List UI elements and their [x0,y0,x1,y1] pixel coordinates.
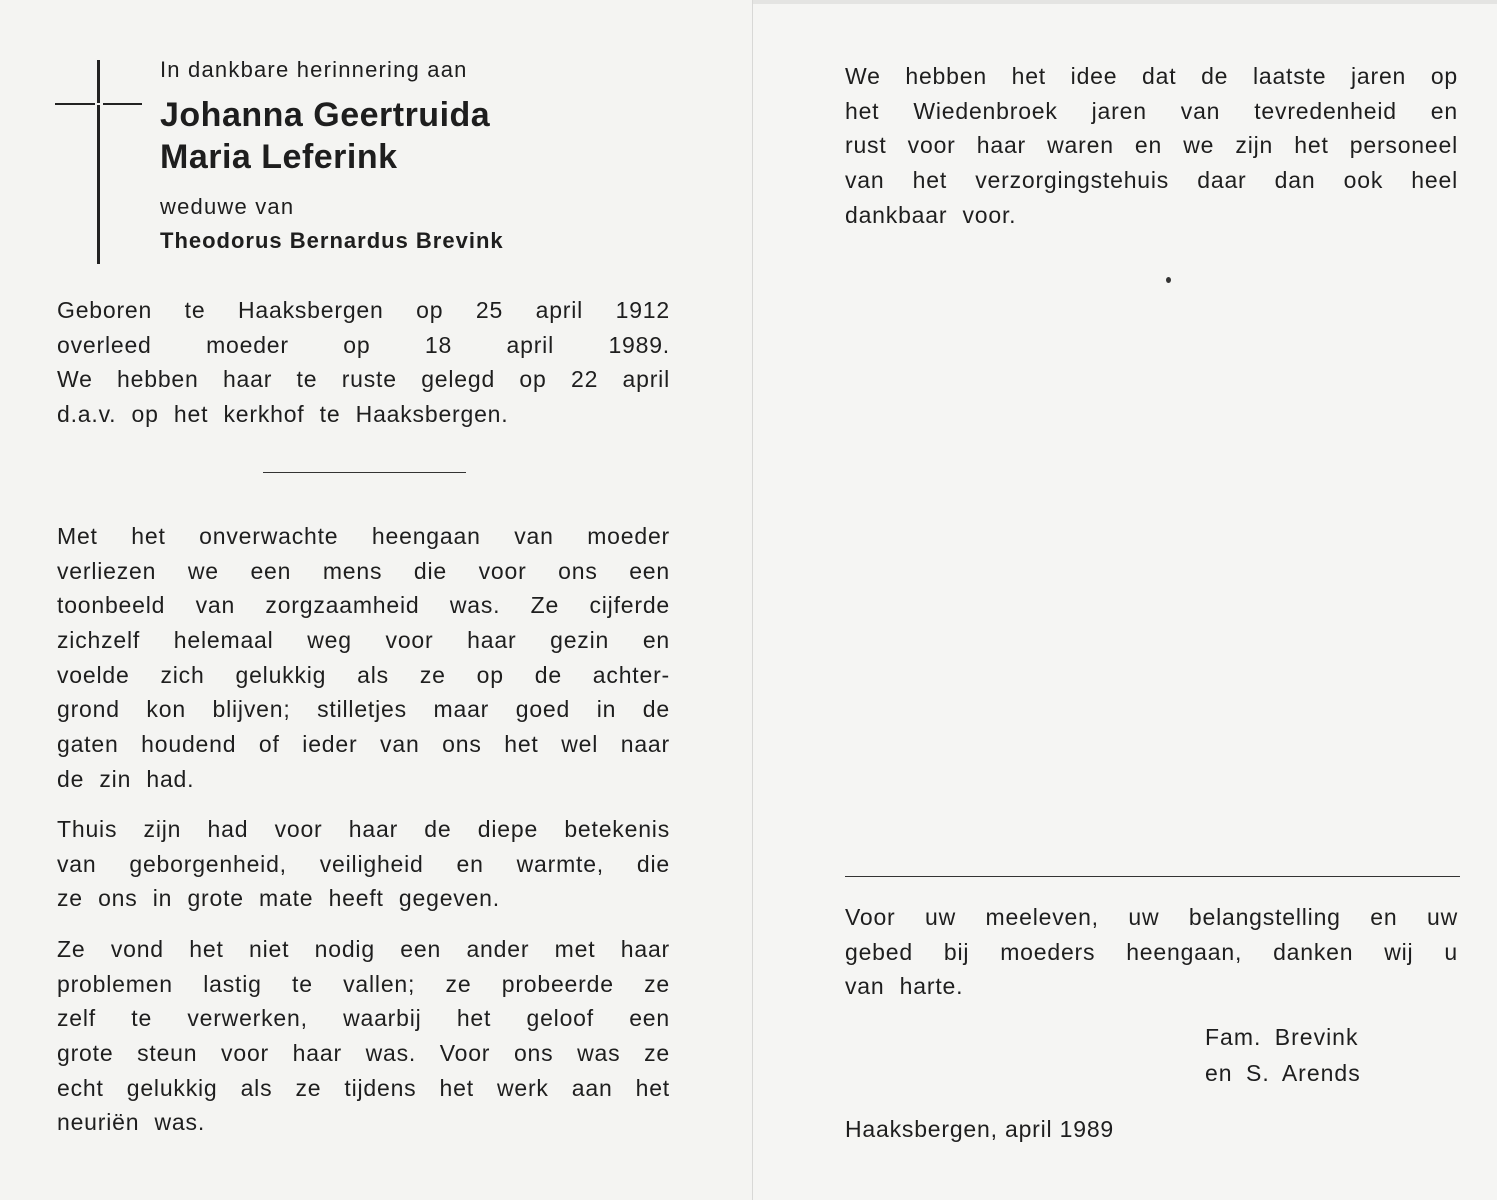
text-line: neuriën was. [57,1109,206,1136]
text-line: rust voor haar waren en we zijn het personeel [845,132,1458,159]
text-line: d.a.v. op het kerkhof te Haaksbergen. [57,401,509,428]
text-line: voelde zich gelukkig als ze op de achter- [57,661,670,688]
text-line: grond kon blijven; stilletjes maar goed in de [57,696,670,723]
tribute-paragraph-3 [57,932,670,1140]
fold-line [752,0,753,1200]
text-line: Voor uw meeleven, uw belangstelling en uw [845,904,1458,930]
text-line: gebed bij moeders heengaan, danken wij u [845,938,1458,965]
text-line: ze ons in grote mate heeft gegeven. [57,885,500,912]
tribute-paragraph-1 [57,519,670,797]
tribute-paragraph-2 [57,812,670,916]
text-line: Geboren te Haaksbergen op 25 april 1912 [57,297,670,323]
text-line: de zin had. [57,765,195,792]
rule-line [845,876,1460,877]
text-line: van harte. [845,973,964,1000]
page-edge [753,0,1497,4]
thanks-paragraph [845,900,1458,1004]
text-line: We hebben het idee dat de laatste jaren op [845,63,1458,89]
text-line: Thuis zijn had voor haar de diepe betekenis [57,816,670,842]
text-line: toonbeeld van zorgzaamheid was. Ze cijferde [57,592,670,619]
widow-of-text: weduwe van [160,194,295,219]
text-line: het Wiedenbroek jaren van tevredenheid en [845,97,1458,124]
signature-line1: Fam. Brevink [1205,1024,1359,1050]
cross-icon-bar [55,103,142,105]
text-line: van het verzorgingstehuis daar dan ook heel [845,167,1458,194]
text-line: van geborgenheid, veiligheid en warmte, die [57,850,670,877]
text-line: echt gelukkig als ze tijdens het werk aan het [57,1074,670,1101]
text-line: We hebben haar te ruste gelegd op 22 april [57,366,670,393]
intro-text: In dankbare herinnering aan [160,57,468,82]
text-line: Ze vond het niet nodig een ander met haar [57,936,670,962]
deceased-name-line2: Maria Leferink [160,138,398,176]
text-line: grote steun voor haar was. Voor ons was ze [57,1040,670,1067]
text-line: Met het onverwachte heengaan van moeder [57,523,670,549]
ink-dot [1166,277,1171,283]
place-date: Haaksbergen, april 1989 [845,1116,1115,1142]
husband-name: Theodorus Bernardus Brevink [160,228,504,253]
text-line: dankbaar voor. [845,201,1017,228]
text-line: gaten houdend of ieder van ons het wel naar [57,731,670,758]
text-line: overleed moeder op 18 april 1989. [57,331,670,358]
deceased-name-line1: Johanna Geertruida [160,96,491,134]
separator [263,472,466,473]
text-line: zelf te verwerken, waarbij het geloof een [57,1005,670,1032]
text-line: zichzelf helemaal weg voor haar gezin en [57,627,670,654]
cross-icon [97,60,100,264]
signature-line2: en S. Arends [1205,1060,1361,1086]
text-line: problemen lastig te vallen; ze probeerde ze [57,970,670,997]
text-line: verliezen we een mens die voor ons een [57,557,670,584]
right-paragraph-1 [845,59,1458,232]
birth-death-paragraph [57,293,670,432]
